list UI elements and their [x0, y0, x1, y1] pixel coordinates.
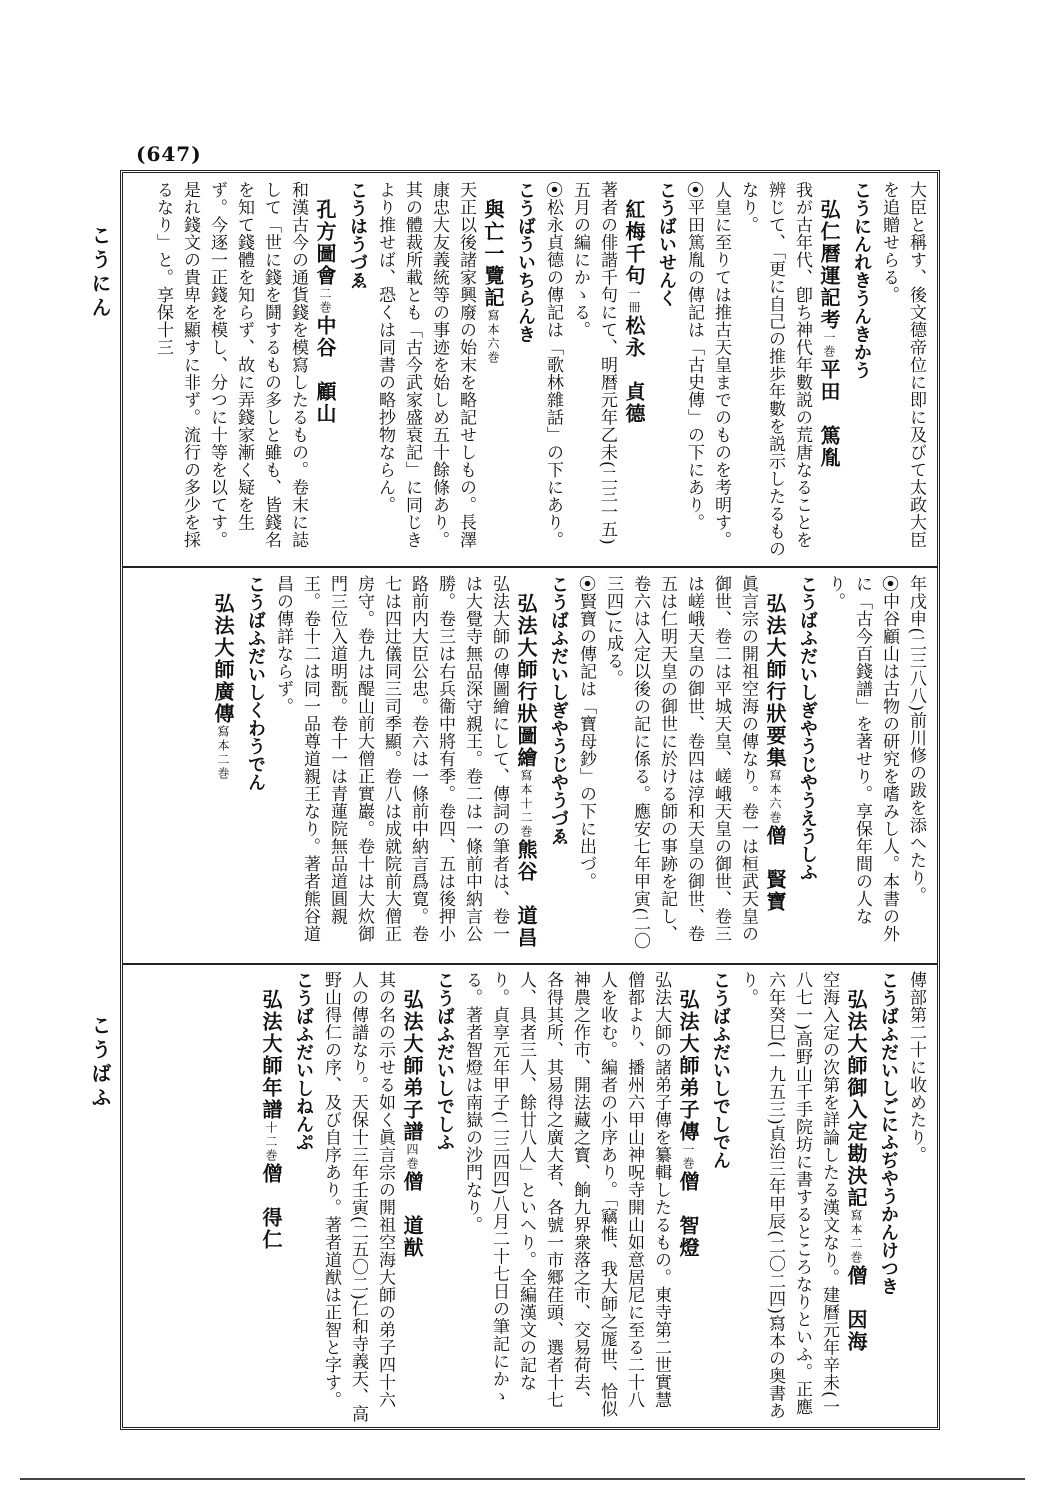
entry-title-name: 弘法大師廣傳 [211, 593, 235, 725]
entry-volume-count: 寫本二巻 [216, 725, 230, 781]
entry-title-name: 弘仁曆運記考 [817, 199, 841, 331]
entry-reading-heading: こうばういちらんき [515, 181, 536, 343]
entry-body-text: ⦿中谷顧山は古物の研究を嗜みし人。本書の外に「古今百錢譜」を著せり。享保年間の人なり。 [825, 575, 899, 943]
band-bottom-text [131, 971, 929, 1423]
running-head-bottom: こうばふ [88, 1015, 112, 1111]
entry-title-name: 紅梅千句 [622, 199, 646, 287]
entry-body-text: 弘法大師の諸弟子傳を纂輯したるもの。東寺第二世實慧僧都より、播州六甲山神呪寺開山如意居尼に至る二十八人を收む。編者の小序あり。「竊惟、我大師之厖世、恰似神農之作市、開法藏之寳、餉九界衆落之市、交易荷去、各得其所、其易得之廣大者、各號一市郷荏頭、選者十七人、具者三人、餘廿八人」といへり。全編漢文の記なり。貞享元年甲子(二三四四)八月二十七日の筆記にかゝる。著者智燈は南嶽の沙門なり。 [462, 971, 671, 1418]
entry-body-text: 我が古年代、卽ち神代年數説の荒唐なることを辨じて、「更に自己の推歩年數を説示したるものなり。 [738, 181, 812, 558]
entry-title [257, 971, 284, 1423]
entry-volume-count: 寫本六巻 [768, 769, 782, 825]
entry-volume-count: 寫本六巻 [486, 309, 500, 365]
entry-reading-heading: こうばふだいしごにふぢやうかんけつき [878, 971, 899, 1295]
entry-volume-count: 十二巻 [264, 1121, 278, 1163]
entry-volume-count: 寫本十二巻 [519, 769, 533, 839]
entry-body-text: 人皇に至りては推古天皇までのものを考明す。 [711, 181, 731, 549]
entry-author: 僧 賢寶 [763, 825, 787, 913]
entry-body-text: 天正以後諸家興廢の始末を略記せしもの。長澤康忠大友義統等の事迹を始しめ五十餘條あり。其の體裁所載とも「古今武家盛衰記」に同じきより推せば、恐くは同書の略抄物ならん。 [375, 181, 476, 549]
entry-body-text: ⦿平田篤胤の傳記は「古史傳」の下にあり。 [684, 181, 704, 531]
entry-body-text: ⦿松永貞德の傳記は「歌林雜話」の下にあり。 [543, 181, 563, 549]
entry-author: 中谷 顧山 [313, 315, 337, 425]
entry-title [815, 181, 842, 559]
entry-volume-count: 寫本二巻 [849, 1209, 863, 1265]
entry-body-text: 著者の俳諧千句にて、明暦元年乙未(二三一五)五月の編にかゝる。 [570, 181, 617, 546]
entry-title [620, 181, 647, 559]
entry-volume-count: 一巻 [822, 331, 836, 359]
entry-reading-heading: こうはうづゑ [347, 181, 368, 289]
entry-author: 僧 道猷 [400, 1171, 424, 1259]
entry-title-name: 弘法大師行狀要集 [763, 593, 787, 769]
entry-volume-count: 一巻 [681, 1143, 695, 1171]
entry-title [311, 181, 338, 559]
entry-title [209, 575, 236, 955]
entry-volume-count: 四巻 [405, 1143, 419, 1171]
entry-title [479, 181, 506, 559]
entry-body-text: 傳部第二十に收めたり。 [906, 971, 926, 1164]
entry-body-text: 空海入定の次第を詳論したる漢文なり。建曆元年辛未(一八七一)高野山千手院坊に書するところなりといふ。正應六年癸巳(一九五三)貞治三年甲辰(二〇二四)寫本の奥書あり。 [738, 971, 839, 1420]
entry-reading-heading: こうばいせんく [656, 181, 677, 307]
entry-author: 松永 貞德 [622, 315, 646, 425]
band-top [131, 181, 929, 559]
band-middle-text [131, 575, 929, 955]
entry-title [761, 575, 788, 955]
band-top-text [131, 181, 929, 559]
entry-reading-heading: こうばふだいしくわうでん [245, 575, 266, 791]
entry-reading-heading: こうにんれきうんきかう [851, 181, 872, 379]
entry-title-name: 弘法大師年譜 [259, 989, 283, 1121]
entry-author: 平田 篤胤 [817, 359, 841, 469]
entry-body-text: 年戊申(二三八八)前川修の跋を添へたり。 [906, 575, 926, 905]
entry-reading-heading: こうばふだいしでしふ [434, 971, 455, 1151]
divider-line [123, 566, 937, 568]
entry-body-text: 其の名の示せる如く眞言宗の開祖空海大師の弟子四十六人の傳譜なり。天保十三年壬寅(二五〇二)仁和寺義天、高野山得仁の序、及び自序あり。著者道猷は正智と字す。 [321, 971, 395, 1423]
entry-body-text: 眞言宗の開祖空海の傳なり。卷一は桓武天皇の御世、卷二は平城天皇、嵯峨天皇の御世、卷三は嵯峨天皇の御世、卷四は淳和天皇の御世、卷五は仁明天皇の御世に於ける師の事跡を記し、卷六は入定以後の記に係る。應安七年甲寅(二〇三四)に成る。 [603, 575, 758, 950]
entry-title-name: 弘法大師御入定勘決記 [844, 989, 868, 1209]
entry-title-name: 弘法大師弟子傳 [676, 989, 700, 1143]
entry-volume-count: 一冊 [627, 287, 641, 315]
bottom-rule [20, 1478, 1025, 1480]
entry-volume-count: 二巻 [318, 287, 332, 315]
entry-body-text: 和漢古今の通貨錢を模寫したるもの。卷末に誌して「世に錢を鬪するもの多しと雖も、皆錢名を知て錢體を知らず、故に弄錢家漸く疑を生ず。今逐一正錢を模し、分つに十等を以てす。是れ錢文の貴卑を顯すに非ず。流行の多少を採るなり」と。享保十三 [153, 181, 308, 549]
page-frame [120, 170, 940, 1430]
entry-title [398, 971, 425, 1423]
page-number: (647) [136, 142, 202, 166]
entry-title [674, 971, 701, 1423]
entry-body-text: 弘法大師の傳圖繪にして、傳詞の筆者は、卷一は大覺寺無品深守親王。卷二は一條前中納言公勝。卷三は右兵衞中將有季。卷四、五は後押小路前内大臣公忠。卷六は一條前中納言爲寛。卷七は四辻儀同三司季顯。卷八は成就院前大僧正房守。卷九は醍山前大僧正實巖。卷十は大炊御門三位入道明翫。卷十一は青蓮院無品道圓親王。卷十二は同一品尊道親王なり。著者熊谷道昌の傳詳ならず。 [273, 575, 509, 943]
entry-author: 熊谷 道昌 [514, 839, 538, 949]
entry-title-name: 弘法大師行狀圖繪 [514, 593, 538, 769]
entry-title [842, 971, 869, 1423]
entry-title-name: 孔方圖會 [313, 199, 337, 287]
entry-body-text: ⦿賢寶の傳記は「寶母鈔」の下に出づ。 [576, 575, 596, 890]
running-head-top: こうにん [88, 225, 112, 321]
entry-reading-heading: こうばふだいしぎやうじやうえうしふ [797, 575, 818, 881]
divider-line [123, 963, 937, 965]
entry-title [512, 575, 539, 955]
entry-reading-heading: こうばふだいしでしでん [710, 971, 731, 1169]
entry-author: 僧 得仁 [259, 1163, 283, 1251]
band-bottom [131, 971, 929, 1423]
entry-author: 僧 智燈 [676, 1171, 700, 1259]
band-middle [131, 575, 929, 955]
entry-title-name: 與亡一覽記 [481, 199, 505, 309]
entry-reading-heading: こうばふだいしねんぷ [293, 971, 314, 1151]
entry-title-name: 弘法大師弟子譜 [400, 989, 424, 1143]
entry-body-text: 大臣と稱す、後文德帝位に即に及びて太政大臣を追贈せらる。 [879, 181, 926, 549]
entry-reading-heading: こうばふだいしぎやうじやうづゑ [548, 575, 569, 845]
entry-author: 僧 因海 [844, 1265, 868, 1353]
